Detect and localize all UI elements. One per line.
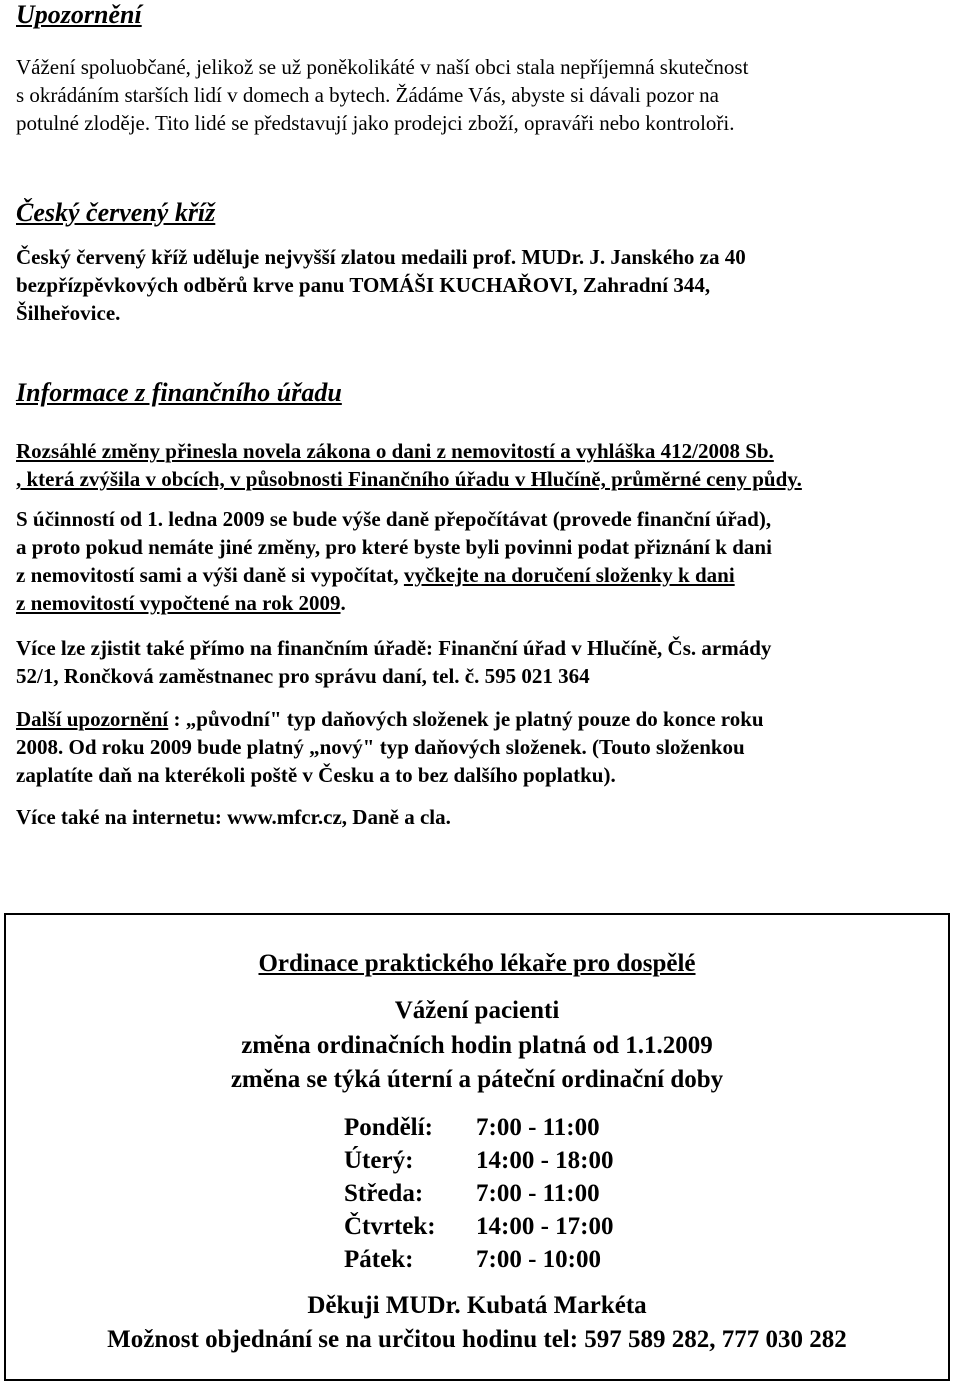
ordinace-appointment-phone: Možnost objednání se na určitou hodinu tel: 597 589 282, 777 030 282 xyxy=(107,1326,847,1353)
text-line xyxy=(16,589,772,617)
text-segment: : „původní" typ daňových složenek je platný pouze do konce roku xyxy=(168,707,764,731)
section-heading-upozorneni: Upozornění xyxy=(16,0,142,29)
text-line: Vážení spoluobčané, jelikož se už poněkolikáté v naší obci stala nepříjemná skutečnost xyxy=(16,55,749,79)
hours-time: 14:00 - 18:00 xyxy=(476,1147,614,1174)
office-hours-row xyxy=(344,1177,664,1210)
text-line: zaplatíte daň na kterékoli poště v Česku a to bez dalšího poplatku). xyxy=(16,763,616,787)
hours-day: Úterý: xyxy=(344,1147,414,1174)
hours-day: Pondělí: xyxy=(344,1114,433,1141)
paragraph-ucinnost xyxy=(16,505,772,617)
text-line: Český červený kříž uděluje nejvyšší zlatou medaili prof. MUDr. J. Janského za 40 xyxy=(16,245,746,269)
text-line: s okrádáním starších lidí v domech a bytech. Žádáme Vás, abyste si dávali pozor na xyxy=(16,83,719,107)
paragraph-upozorneni xyxy=(16,53,748,137)
paragraph-dalsi-upozorneni xyxy=(16,705,764,789)
text-segment: z nemovitostí sami a výši daně si vypočítat, xyxy=(16,563,404,587)
underlined-notice: z nemovitostí vypočtené na rok 2009 xyxy=(16,591,341,615)
text-line: Více lze zjistit také přímo na finančním úřadě: Finanční úřad v Hlučíně, Čs. armády xyxy=(16,636,772,660)
hours-day: Pátek: xyxy=(344,1246,414,1273)
text-segment: . xyxy=(340,591,346,615)
text-line: 52/1, Rončková zaměstnanec pro správu daní, tel. č. 595 021 364 xyxy=(16,664,590,688)
office-hours-row xyxy=(344,1243,664,1276)
hours-day: Středa: xyxy=(344,1180,424,1207)
office-hours-row xyxy=(344,1210,664,1243)
ordinace-thanks: Děkuji MUDr. Kubatá Markéta xyxy=(307,1292,647,1319)
office-hours-row xyxy=(344,1144,664,1177)
section-heading-financni-urad: Informace z finančního úřadu xyxy=(16,378,342,407)
paragraph-internet: Více také na internetu: www.mfcr.cz, Daně a cla. xyxy=(16,805,451,829)
text-line: 2008. Od roku 2009 bude platný „nový" typ daňových složenek. (Touto složenkou xyxy=(16,735,745,759)
ordinace-notice-box xyxy=(4,913,950,1381)
underlined-notice: vyčkejte na doručení složenky k dani xyxy=(403,563,735,587)
office-hours-table xyxy=(344,1111,664,1276)
hours-time: 7:00 - 11:00 xyxy=(476,1180,600,1207)
text-line: , která zvýšila v obcích, v působnosti Finančního úřadu v Hlučíně, průměrné ceny půdy. xyxy=(16,467,802,491)
text-line: a proto pokud nemáte jiné změny, pro které byste byli povinni podat přiznání k dani xyxy=(16,535,772,559)
paragraph-kontakt-financni-urad xyxy=(16,634,771,690)
ordinace-change-line: změna ordinačních hodin platná od 1.1.2009 xyxy=(241,1032,713,1059)
text-line: Rozsáhlé změny přinesla novela zákona o dani z nemovitostí a vyhláška 412/2008 Sb. xyxy=(16,439,774,463)
text-line: bezpřízpěvkových odběrů krve panu TOMÁŠI KUCHAŘOVI, Zahradní 344, xyxy=(16,273,711,297)
paragraph-cerveny-kriz xyxy=(16,243,746,327)
paragraph-novela-zakona xyxy=(16,437,956,493)
hours-time: 14:00 - 17:00 xyxy=(476,1213,614,1240)
text-line: Šilheřovice. xyxy=(16,301,121,325)
text-line: S účinností od 1. ledna 2009 se bude výše daně přepočítávat (provede finanční úřad), xyxy=(16,507,772,531)
notice-label: Další upozornění xyxy=(16,707,169,731)
section-heading-cerveny-kriz: Český červený kříž xyxy=(16,198,216,227)
ordinace-greeting: Vážení pacienti xyxy=(394,997,560,1024)
hours-time: 7:00 - 11:00 xyxy=(476,1114,600,1141)
ordinace-change-line: změna se týká úterní a páteční ordinační doby xyxy=(230,1066,724,1093)
text-line xyxy=(16,705,764,733)
text-line xyxy=(16,561,772,589)
hours-day: Čtvrtek: xyxy=(344,1213,436,1240)
hours-time: 7:00 - 10:00 xyxy=(476,1246,601,1273)
office-hours-row xyxy=(344,1111,664,1144)
ordinace-title: Ordinace praktického lékaře pro dospělé xyxy=(258,950,696,977)
text-line: potulné zloděje. Tito lidé se představují jako prodejci zboží, opraváři nebo kontroloři. xyxy=(16,111,735,135)
